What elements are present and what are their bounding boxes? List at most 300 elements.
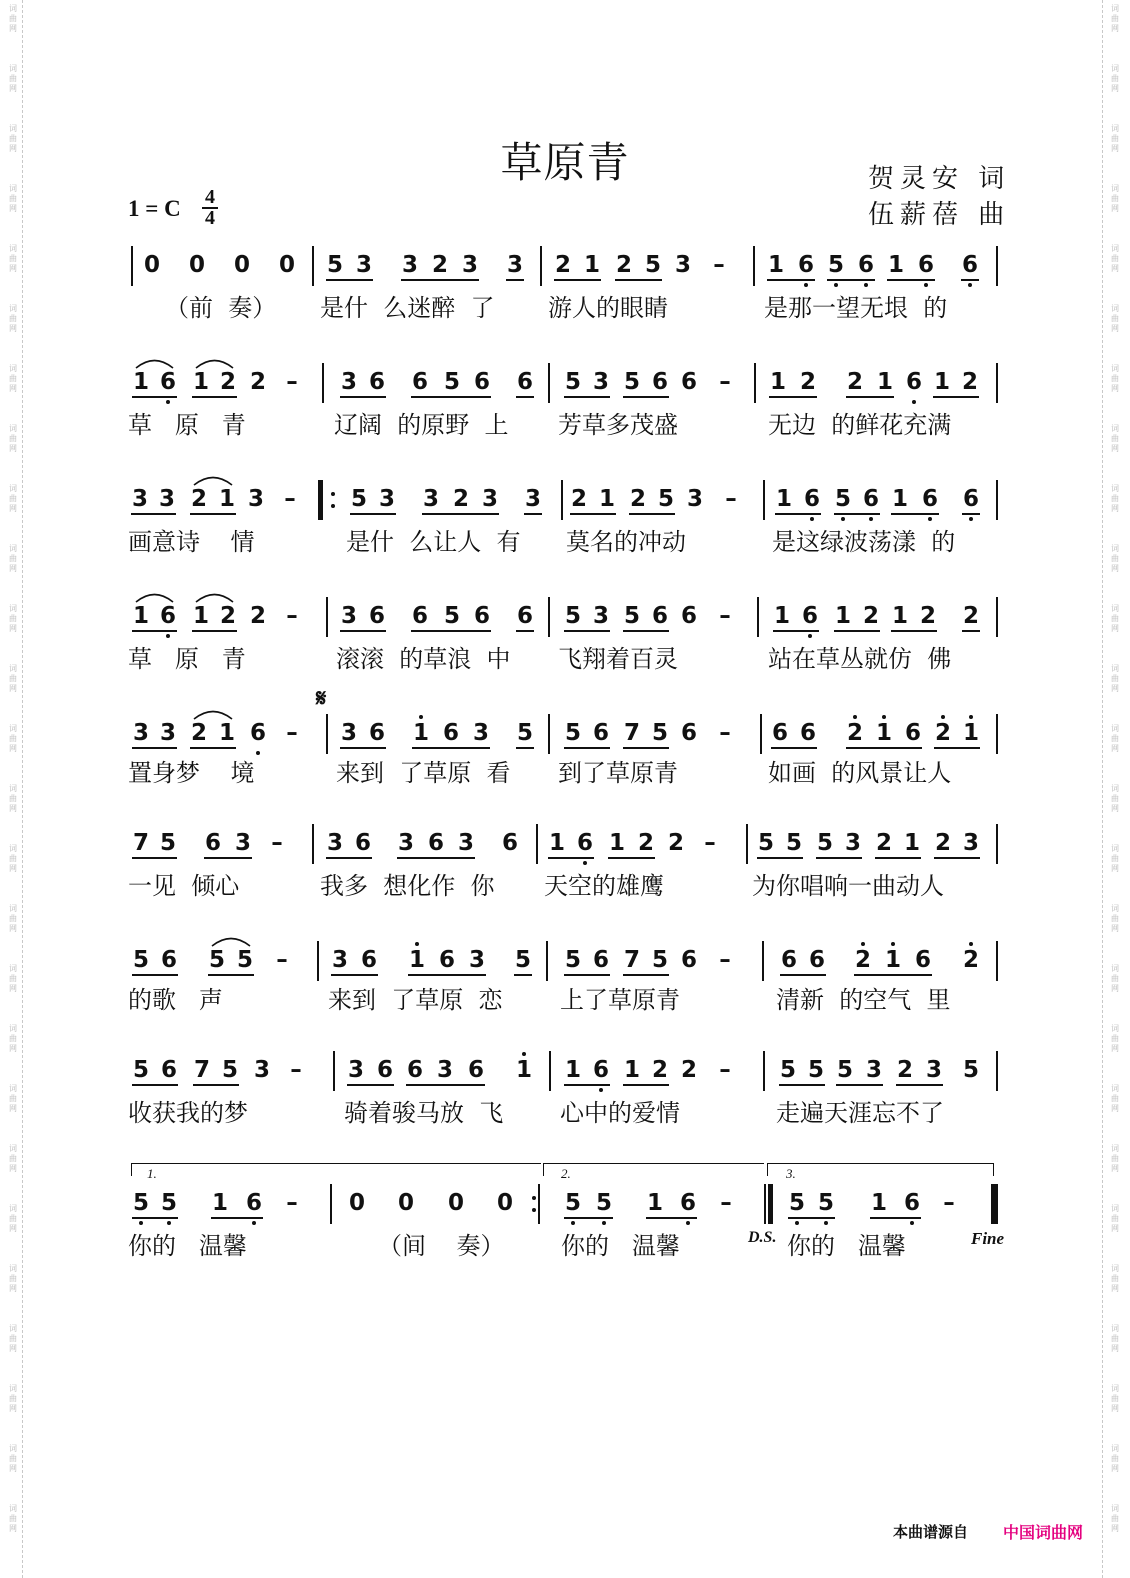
note: 1 (933, 369, 950, 395)
note: 2 (846, 369, 863, 395)
note: 1 (623, 1057, 640, 1083)
lyric-line: 我多 想化作 你 (320, 872, 495, 900)
watermark-mark: 词 曲 网 (1111, 1264, 1119, 1293)
note: 6 (473, 369, 490, 395)
note: 3 (592, 369, 609, 395)
repeat-dot (532, 1196, 536, 1200)
watermark-mark: 词 曲 网 (9, 844, 17, 873)
note: 3 (131, 486, 148, 512)
note: 3 (422, 486, 439, 512)
lyric-line: 来到 了草原 看 (336, 759, 511, 787)
note: 3 (355, 252, 372, 278)
watermark-mark: 词 曲 网 (9, 784, 17, 813)
watermark-mark: 词 曲 网 (1111, 304, 1119, 333)
note: 2 (452, 486, 469, 512)
octave-dot-low (969, 517, 973, 521)
watermark-mark: 词 曲 网 (9, 724, 17, 753)
note: 1 (767, 252, 784, 278)
beam-underline (836, 1084, 883, 1086)
barline (540, 246, 542, 286)
note: 6 (801, 603, 818, 629)
note: 6 (651, 369, 668, 395)
octave-dot-low (869, 517, 873, 521)
watermark-mark: 词 曲 网 (9, 1384, 17, 1413)
note: 5 (779, 1057, 796, 1083)
tie-arc (193, 472, 233, 486)
hold-dash: – (286, 369, 298, 395)
hold-dash: – (719, 720, 731, 746)
beam-underline (211, 1217, 263, 1219)
source-site-link[interactable]: 中国词曲网 (1003, 1523, 1084, 1542)
beam-underline (961, 279, 979, 281)
note: 5 (443, 603, 460, 629)
beam-underline (132, 1217, 178, 1219)
note: 6 (862, 486, 879, 512)
note: 6 (438, 947, 455, 973)
note: 1 (876, 369, 893, 395)
barline (131, 246, 133, 286)
note: 1 (891, 486, 908, 512)
note: 3 (158, 486, 175, 512)
watermark-mark: 词 曲 网 (9, 544, 17, 573)
note: 2 (219, 369, 236, 395)
octave-dot-high (522, 1052, 526, 1056)
lyric-line: 滚滚 的草浪 中 (336, 645, 511, 673)
hold-dash: – (725, 486, 737, 512)
note: 6 (808, 947, 825, 973)
beam-underline (779, 1084, 825, 1086)
thick-barline (768, 1184, 773, 1224)
lyric-line: 是什 么让人 有 (346, 528, 521, 556)
beam-underline (132, 747, 177, 749)
time-signature (200, 188, 220, 228)
note: 5 (651, 947, 668, 973)
barline (548, 597, 550, 637)
note: 6 (160, 947, 177, 973)
note: 5 (132, 1190, 149, 1216)
note: 1 (408, 947, 425, 973)
note: 5 (564, 720, 581, 746)
watermark-mark: 词 曲 网 (1111, 484, 1119, 513)
barline (312, 824, 314, 864)
note: 3 (844, 830, 861, 856)
hold-dash: – (290, 1057, 302, 1083)
beam-underline (767, 279, 815, 281)
repeat-dot (532, 1208, 536, 1212)
note: 2 (249, 369, 266, 395)
octave-dot-low (166, 400, 170, 404)
note: 5 (623, 603, 640, 629)
note: 5 (595, 1190, 612, 1216)
note: 3 (401, 252, 418, 278)
octave-dot-high (891, 942, 895, 946)
note: 0 (278, 252, 295, 278)
note: 5 (644, 252, 661, 278)
lyric-line: 是什 么迷醉 了 (320, 294, 495, 322)
hold-dash: – (720, 1190, 732, 1216)
note: 6 (905, 369, 922, 395)
watermark-mark: 词 曲 网 (9, 184, 17, 213)
beam-underline (846, 747, 922, 749)
watermark-mark: 词 曲 网 (1111, 724, 1119, 753)
note: 6 (803, 486, 820, 512)
octave-dot-high (941, 715, 945, 719)
note: 5 (564, 1190, 581, 1216)
fine-marker: Fine (971, 1229, 1005, 1248)
octave-dot-low (810, 517, 814, 521)
time-signature-bottom: 4 (205, 207, 215, 229)
beam-underline (516, 630, 534, 632)
note: 3 (326, 830, 343, 856)
note: 5 (132, 1057, 149, 1083)
lyric-line: 是这绿波荡漾 的 (772, 528, 956, 556)
beam-underline (326, 279, 373, 281)
volta-label-2: 2. (561, 1166, 571, 1181)
note: 2 (637, 830, 654, 856)
octave-dot-high (969, 942, 973, 946)
note: 2 (219, 603, 236, 629)
watermark-mark: 词 曲 网 (1111, 664, 1119, 693)
note: 2 (934, 720, 951, 746)
tie-arc (135, 589, 174, 603)
beam-underline (834, 513, 880, 515)
watermark-mark: 词 曲 网 (1111, 1204, 1119, 1233)
barline (763, 480, 765, 520)
octave-dot-low (252, 1221, 256, 1225)
watermark-mark: 词 曲 网 (9, 1084, 17, 1113)
note: 3 (506, 252, 523, 278)
tie-arc (135, 355, 174, 369)
note: 2 (190, 486, 207, 512)
barline (317, 941, 319, 981)
note: 3 (472, 720, 489, 746)
note: 6 (780, 947, 797, 973)
note: 1 (548, 830, 565, 856)
watermark-mark: 词 曲 网 (9, 904, 17, 933)
note: 1 (884, 947, 901, 973)
watermark-mark: 词 曲 网 (1111, 964, 1119, 993)
beam-underline (623, 747, 669, 749)
beam-underline (564, 974, 610, 976)
note: 6 (592, 947, 609, 973)
beam-underline (623, 396, 669, 398)
lyric-line: 无边 的鲜花充满 (768, 411, 952, 439)
beam-underline (933, 396, 979, 398)
barline (561, 480, 563, 520)
key-signature: 1 = C (128, 196, 181, 221)
watermark-mark: 词 曲 网 (9, 1144, 17, 1173)
note: 6 (368, 369, 385, 395)
note: 3 (132, 720, 149, 746)
beam-underline (548, 857, 594, 859)
note: 6 (917, 252, 934, 278)
beam-underline (896, 1084, 943, 1086)
note: 5 (564, 947, 581, 973)
beam-underline (514, 974, 532, 976)
note: 5 (564, 603, 581, 629)
octave-dot-low (602, 1221, 606, 1225)
octave-dot-low (599, 1088, 603, 1092)
watermark-mark: 词 曲 网 (9, 1504, 17, 1533)
barline (326, 714, 328, 754)
octave-dot-low (864, 283, 868, 287)
beam-underline (131, 513, 176, 515)
note: 6 (368, 720, 385, 746)
note: 1 (608, 830, 625, 856)
beam-underline (773, 630, 819, 632)
lyricist-credit: 贺灵安 词 (868, 164, 1011, 194)
note: 1 (564, 1057, 581, 1083)
note: 6 (857, 252, 874, 278)
watermark-mark: 词 曲 网 (9, 364, 17, 393)
beam-underline (340, 630, 386, 632)
lyric-line: 天空的雄鹰 (544, 872, 664, 900)
note: 5 (623, 369, 640, 395)
lyric-line: 你的 温馨 (561, 1232, 680, 1260)
barline (548, 714, 550, 754)
note: 7 (623, 947, 640, 973)
thick-barline (991, 1184, 996, 1224)
octave-dot-low (686, 1221, 690, 1225)
beam-underline (350, 513, 396, 515)
lyric-line: 莫名的冲动 (566, 528, 686, 556)
barline (333, 1051, 335, 1091)
note: 5 (651, 720, 668, 746)
note: 6 (360, 947, 377, 973)
lyric-line: 来到 了草原 恋 (328, 986, 503, 1014)
barline (996, 246, 998, 286)
note: 2 (854, 947, 871, 973)
watermark-mark: 词 曲 网 (9, 64, 17, 93)
beam-underline (411, 396, 491, 398)
octave-dot-high (882, 715, 886, 719)
octave-dot-low (804, 283, 808, 287)
note: 5 (657, 486, 674, 512)
octave-dot-low (808, 634, 812, 638)
barline (763, 1051, 765, 1091)
hold-dash: – (719, 603, 731, 629)
note: 1 (412, 720, 429, 746)
barline (546, 941, 548, 981)
octave-dot-low (968, 283, 972, 287)
note: 6 (516, 369, 533, 395)
beam-underline (408, 974, 486, 976)
note: 1 (132, 369, 149, 395)
note: 3 (340, 603, 357, 629)
note: 3 (686, 486, 703, 512)
repeat-dot (331, 492, 335, 496)
watermark-mark: 词 曲 网 (9, 124, 17, 153)
beam-underline (406, 1084, 485, 1086)
ds-marker: D.S. (748, 1229, 777, 1246)
barline (549, 1051, 551, 1091)
volta-label-3: 3. (786, 1166, 796, 1181)
barline (330, 1184, 332, 1224)
note: 6 (411, 603, 428, 629)
beam-underline (204, 857, 252, 859)
lyric-line: 如画 的风景让人 (768, 759, 952, 787)
note: 5 (236, 947, 253, 973)
note: 2 (615, 252, 632, 278)
barline (996, 597, 998, 637)
note: 5 (807, 1057, 824, 1083)
octave-dot-high (969, 715, 973, 719)
watermark-mark: 词 曲 网 (1111, 4, 1119, 33)
note: 6 (904, 720, 921, 746)
watermark-mark: 词 曲 网 (1111, 1324, 1119, 1353)
lyric-line: （前 奏） (165, 294, 277, 322)
note: 6 (799, 720, 816, 746)
hold-dash: – (719, 947, 731, 973)
lyric-line: 收获我的梦 (128, 1099, 248, 1127)
watermark-mark: 词 曲 网 (9, 1024, 17, 1053)
beam-underline (422, 513, 499, 515)
note: 2 (799, 369, 816, 395)
note: 2 (431, 252, 448, 278)
lyric-line: 骑着骏马放 飞 (344, 1099, 504, 1127)
note: 6 (473, 603, 490, 629)
time-signature-top: 4 (205, 186, 215, 208)
note: 3 (436, 1057, 453, 1083)
note: 2 (554, 252, 571, 278)
beam-underline (397, 857, 475, 859)
hold-dash: – (284, 486, 296, 512)
barline (996, 1051, 998, 1091)
watermark-mark: 词 曲 网 (1111, 364, 1119, 393)
octave-dot-low (795, 1221, 799, 1225)
note: 6 (376, 1057, 393, 1083)
barline (996, 941, 998, 981)
note: 6 (160, 1057, 177, 1083)
note: 2 (190, 720, 207, 746)
note: 1 (515, 1057, 532, 1083)
note: 2 (680, 1057, 697, 1083)
note: 6 (679, 1190, 696, 1216)
note: 5 (834, 486, 851, 512)
lyric-line: 你的 温馨 (787, 1232, 906, 1260)
beam-underline (506, 279, 524, 281)
lyric-line: 置身梦 境 (128, 759, 255, 787)
octave-dot-high (861, 942, 865, 946)
note: 1 (583, 252, 600, 278)
note: 5 (326, 252, 343, 278)
note: 3 (253, 1057, 270, 1083)
beam-underline (891, 513, 939, 515)
beam-underline (788, 1217, 835, 1219)
note: 1 (773, 603, 790, 629)
note: 2 (570, 486, 587, 512)
hold-dash: – (719, 1057, 731, 1083)
note: 1 (769, 369, 786, 395)
note: 6 (159, 603, 176, 629)
note: 6 (651, 603, 668, 629)
beam-underline (132, 396, 177, 398)
tie-arc (195, 355, 234, 369)
lyric-line: 到了草原青 (558, 759, 678, 787)
lyric-line: 的歌 声 (128, 986, 223, 1014)
watermark-mark: 词 曲 网 (1111, 244, 1119, 273)
watermark-mark: 词 曲 网 (9, 484, 17, 513)
beam-underline (190, 747, 236, 749)
note: 6 (680, 947, 697, 973)
note: 5 (516, 720, 533, 746)
barline (538, 1184, 540, 1224)
note: 0 (143, 252, 160, 278)
watermark-mark: 词 曲 网 (9, 1204, 17, 1233)
note: 1 (891, 603, 908, 629)
note: 5 (785, 830, 802, 856)
hold-dash: – (286, 1190, 298, 1216)
beam-underline (775, 513, 821, 515)
beam-underline (192, 396, 237, 398)
beam-underline (401, 279, 479, 281)
note: 2 (919, 603, 936, 629)
watermark-mark: 词 曲 网 (9, 964, 17, 993)
beam-underline (132, 1084, 178, 1086)
beam-underline (623, 630, 669, 632)
note: 6 (961, 252, 978, 278)
note: 3 (962, 830, 979, 856)
note: 3 (481, 486, 498, 512)
beam-underline (340, 396, 386, 398)
barline (996, 1184, 998, 1224)
lyric-line: 游人的眼睛 (548, 294, 668, 322)
note: 3 (397, 830, 414, 856)
beam-underline (962, 630, 980, 632)
note: 6 (442, 720, 459, 746)
beam-underline (524, 513, 542, 515)
beam-underline (646, 1217, 697, 1219)
note: 1 (218, 486, 235, 512)
octave-dot-low (571, 1221, 575, 1225)
octave-dot-low (834, 283, 838, 287)
note: 3 (674, 252, 691, 278)
beam-underline (331, 974, 378, 976)
note: 6 (592, 1057, 609, 1083)
volta-bracket-1 (131, 1163, 541, 1176)
lyric-line: 草 原 青 (128, 411, 246, 439)
beam-underline (132, 974, 178, 976)
note: 5 (208, 947, 225, 973)
lyric-line: 辽阔 的原野 上 (334, 411, 509, 439)
note: 1 (598, 486, 615, 512)
lyric-line: 画意诗 情 (128, 528, 255, 556)
beam-underline (554, 279, 601, 281)
barline (996, 824, 998, 864)
barline (996, 363, 998, 403)
tie-arc (211, 933, 251, 947)
beam-underline (962, 513, 980, 515)
beam-underline (570, 513, 616, 515)
note: 1 (870, 1190, 887, 1216)
composer-credit: 伍薪蓓 曲 (868, 200, 1011, 230)
note: 6 (962, 486, 979, 512)
note: 6 (576, 830, 593, 856)
beam-underline (190, 513, 236, 515)
note: 5 (816, 830, 833, 856)
watermark-mark: 词 曲 网 (1111, 1084, 1119, 1113)
watermark-mark: 词 曲 网 (9, 1444, 17, 1473)
note: 6 (501, 830, 518, 856)
note: 6 (680, 720, 697, 746)
note: 3 (234, 830, 251, 856)
note: 5 (817, 1190, 834, 1216)
beam-underline (326, 857, 372, 859)
note: 6 (245, 1190, 262, 1216)
note: 6 (592, 720, 609, 746)
volta-label-1: 1. (147, 1166, 157, 1181)
note: 1 (903, 830, 920, 856)
